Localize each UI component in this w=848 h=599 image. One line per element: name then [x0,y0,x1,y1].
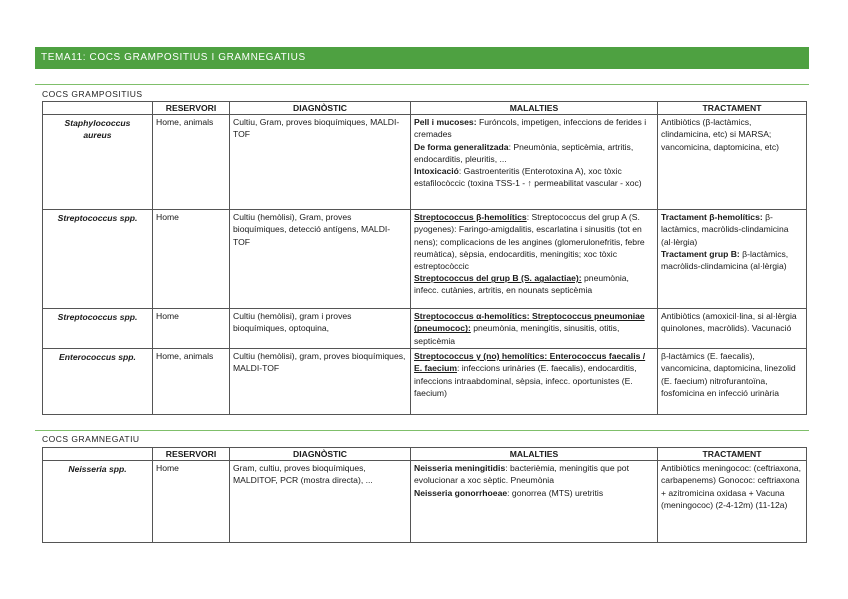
malalties-cell: Streptococcus β-hemolítics: Streptococcus del grup A (S. pyogenes): Faringo-amigdalitis, escarlatina i sinusitis (tot en nens); complicacions de les angines (glomerulonefritis, febre reumàtica), sèpsia, endocarditis, meningitis; xoc tòxic estreptocòccic Streptococcus del grup B (S. agalactiae): pneumònia, infecc. cutànies, artritis, en nounats septicèmia [411,210,658,309]
col-header-diagnostic: DIAGNÒSTIC [230,102,411,115]
col-header-reservori: RESERVORI [153,102,230,115]
section-title-grampositius: COCS GRAMPOSITIUS [42,89,143,99]
col-header-organism [43,102,153,115]
col-header-tractament: TRACTAMENT [658,102,807,115]
col-header-tractament: TRACTAMENT [658,448,807,461]
malalties-cell: Pell i mucoses: Furóncols, impetigen, infeccions de ferides i cremades De forma generalitzada: Pneumònia, septicèmia, artritis, endocarditis, pleuritis, ... Intoxicació: Gastroenteritis (Enterotoxina A), xoc tòxic estafilocòccic (toxina TSS-1 - ↑ permeabilitat vascular - xoc) [411,115,658,210]
table-header-row [43,102,807,115]
table-row [43,210,807,309]
section-divider [35,84,809,85]
col-header-malalties: MALALTIES [411,102,658,115]
tractament-cell: β-lactàmics (E. faecalis), vancomicina, daptomicina, linezolid (E. faecium) nitrofurantoïna, fosfomicina en infecció urinària [658,349,807,415]
organism-cell: Enterococcus spp. [43,349,153,415]
reservori-cell: Home [153,309,230,349]
tractament-cell: Tractament β-hemolítics: β-lactàmics, macròlids-clindamicina (al·lèrgia) Tractament grup B: β-lactàmics, macròlids-clindamicina (al·lèrgia) [658,210,807,309]
reservori-cell: Home [153,210,230,309]
table-row [43,115,807,210]
page-title: TEMA11: COCS GRAMPOSITIUS I GRAMNEGATIUS [41,52,306,63]
section-divider [35,430,809,431]
tractament-cell: Antibiòtics (amoxicil·lina, si al·lèrgia quinolones, macròlids). Vacunació [658,309,807,349]
reservori-cell: Home [153,461,230,543]
reservori-cell: Home, animals [153,115,230,210]
organism-cell: Staphylococcus aureus [43,115,153,210]
col-header-malalties: MALALTIES [411,448,658,461]
reservori-cell: Home, animals [153,349,230,415]
malalties-cell: Streptococcus γ (no) hemolítics: Enterococcus faecalis / E. faecium: infeccions urinàries (E. faecalis), endocarditis, infeccions intraabdominal, sèpsia, infecc. oportunistes (E. faecium) [411,349,658,415]
diagnostic-cell: Cultiu, Gram, proves bioquímiques, MALDI-TOF [230,115,411,210]
diagnostic-cell: Cultiu (hemòlisi), gram, proves bioquímiques, MALDI-TOF [230,349,411,415]
organism-cell: Streptococcus spp. [43,210,153,309]
section-title-gramnegatiu: COCS GRAMNEGATIU [42,434,140,444]
table-row [43,309,807,349]
diagnostic-cell: Gram, cultiu, proves bioquímiques, MALDITOF, PCR (mostra directa), ... [230,461,411,543]
organism-cell: Streptococcus spp. [43,309,153,349]
malalties-cell: Streptococcus α-hemolítics: Streptococcus pneumoniae (pneumococ): pneumònia, meningitis, sinusitis, otitis, septicèmia [411,309,658,349]
table-row [43,349,807,415]
diagnostic-cell: Cultiu (hemòlisi), Gram, proves bioquímiques, detecció antígens, MALDI-TOF [230,210,411,309]
col-header-organism [43,448,153,461]
table-header-row [43,448,807,461]
col-header-reservori: RESERVORI [153,448,230,461]
table-row [43,461,807,543]
organism-cell: Neisseria spp. [43,461,153,543]
gramnegatiu-table [42,447,807,543]
page-title-banner [35,47,809,69]
grampositius-table [42,101,807,415]
col-header-diagnostic: DIAGNÒSTIC [230,448,411,461]
tractament-cell: Antibiòtics meningococ: (ceftriaxona, carbapenems) Gonococ: ceftriaxona + azitromicina oxidasa + Vacuna (meningococ) (2-4-12m) (11-12a) [658,461,807,543]
malalties-cell: Neisseria meningitidis: bacterièmia, meningitis que pot evolucionar a xoc sèptic. Pneumònia Neisseria gonorrhoeae: gonorrea (MTS) uretritis [411,461,658,543]
tractament-cell: Antibiòtics (β-lactàmics, clindamicina, etc) si MARSA; vancomicina, daptomicina, etc) [658,115,807,210]
diagnostic-cell: Cultiu (hemòlisi), gram i proves bioquímiques, optoquina, [230,309,411,349]
